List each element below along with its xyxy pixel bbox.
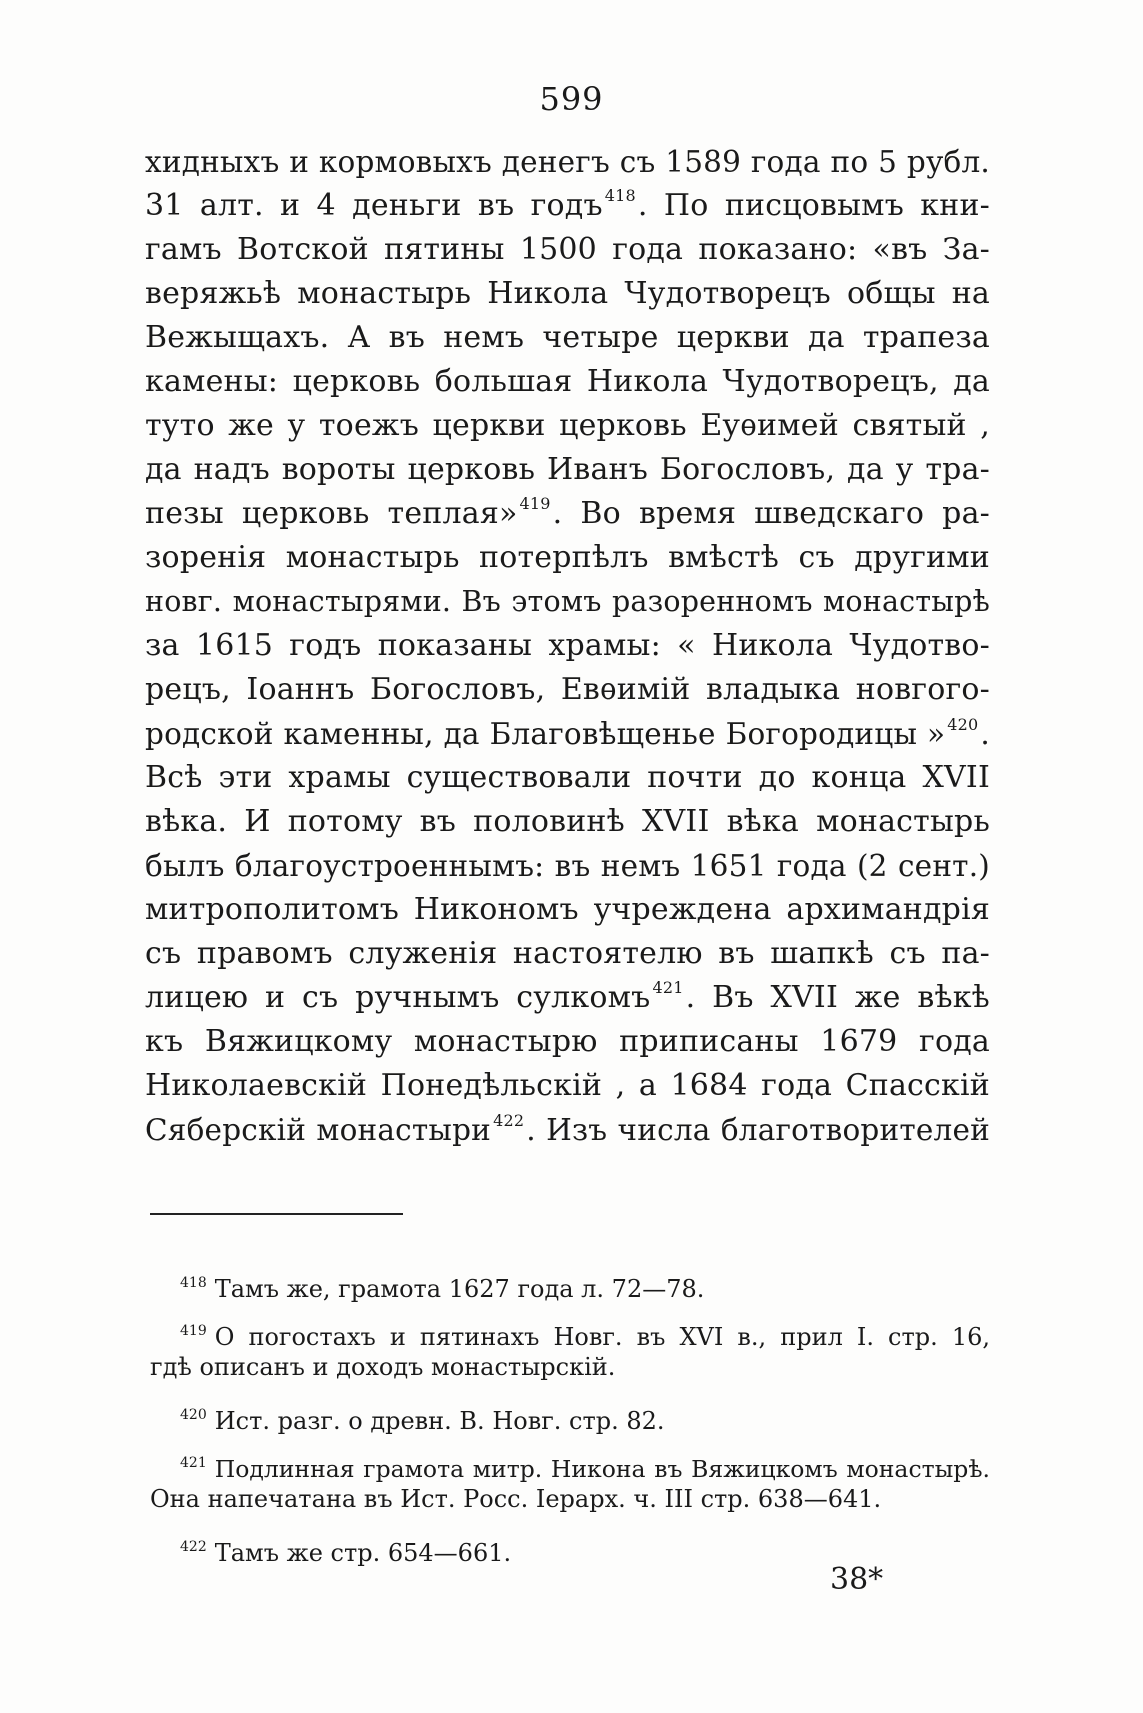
- text-line-content: Сяберскій монастыри: [145, 1113, 492, 1147]
- text-line: [145, 1108, 990, 1152]
- text-line-content: съ правомъ служенія настоятелю въ шапкѣ съ па-: [145, 936, 990, 971]
- footnote: [150, 1529, 990, 1565]
- text-line: [145, 800, 990, 844]
- text-line-content: вѣка. И потому въ половинѣ XVII вѣка монастырь: [145, 804, 990, 839]
- footnote-reference: 420: [947, 715, 979, 734]
- text-line: [145, 316, 990, 360]
- footnote-text: О погостахъ и пятинахъ Новг. въ XVI в., прил I. стр. 16,: [214, 1323, 990, 1351]
- text-line-content: лицею и съ ручнымъ сулкомъ: [145, 980, 651, 1015]
- footnote-number: 422: [180, 1539, 207, 1555]
- footnote-reference: 418: [604, 186, 636, 205]
- text-line-content: Всѣ эти храмы существовали почти до конца XVII: [145, 760, 990, 795]
- text-line-content: зоренія монастырь потерпѣлъ вмѣстѣ съ другими: [145, 540, 990, 575]
- text-line-content: гамъ Вотской пятины 1500 года показано: «въ За-: [145, 232, 990, 267]
- footnote-line: [150, 1481, 990, 1517]
- footnote-number: 418: [180, 1275, 207, 1291]
- text-line: [145, 1064, 990, 1108]
- text-line: [145, 756, 990, 800]
- footnote-number: 420: [180, 1407, 207, 1423]
- text-line: [145, 536, 990, 580]
- footnotes: [150, 1265, 990, 1577]
- footnote: [150, 1397, 990, 1433]
- footnote-text: Она напечатана въ Ист. Росс. Іерарх. ч. III стр. 638—641.: [150, 1485, 882, 1513]
- text-line-content: да надъ вороты церковь Иванъ Богословъ, да у тра-: [145, 452, 990, 487]
- text-line-continuation: .: [980, 717, 990, 751]
- text-line: [145, 404, 990, 448]
- footnote-text: гдѣ описанъ и доходъ монастырскій.: [150, 1353, 616, 1381]
- footnote: [150, 1445, 990, 1517]
- text-line: [145, 844, 990, 888]
- text-line: [145, 272, 990, 316]
- page-number: 599: [539, 80, 604, 118]
- main-text: [145, 140, 990, 1152]
- footnote: [150, 1265, 990, 1301]
- text-line: [145, 712, 990, 756]
- text-line: [145, 668, 990, 712]
- footnote-separator: [150, 1213, 403, 1215]
- text-line-continuation: . Въ XVII же вѣкѣ: [685, 980, 990, 1015]
- footnote-line: [150, 1313, 990, 1349]
- footnote-line: [150, 1529, 990, 1565]
- text-line: [145, 360, 990, 404]
- text-line: [145, 184, 990, 228]
- footnote-text: Подлинная грамота митр. Никона въ Вяжицкомъ монастырѣ.: [214, 1455, 990, 1483]
- footnote: [150, 1313, 990, 1385]
- text-line: [145, 448, 990, 492]
- text-line: [145, 1020, 990, 1064]
- footnote-line: [150, 1445, 990, 1481]
- text-line: [145, 624, 990, 668]
- text-line-content: къ Вяжицкому монастырю приписаны 1679 года: [145, 1024, 990, 1059]
- text-line-content: митрополитомъ Никономъ учреждена архимандрія: [145, 892, 990, 927]
- footnote-line: [150, 1265, 990, 1301]
- text-line-content: хидныхъ и кормовыхъ денегъ съ 1589 года по 5 рубл.: [145, 145, 990, 179]
- text-line-continuation: . По писцовымъ кни-: [637, 188, 990, 223]
- text-line: [145, 228, 990, 272]
- text-line-content: камены: церковь большая Никола Чудотворецъ, да: [145, 364, 990, 399]
- footnote-line: [150, 1397, 990, 1433]
- text-line-content: туто же у тоежъ церкви церковь Еуѳимей святый ,: [145, 408, 990, 443]
- text-line-content: веряжьѣ монастырь Никола Чудотворецъ общы на: [145, 276, 990, 311]
- footnote-text: Тамъ же, грамота 1627 года л. 72—78.: [214, 1275, 705, 1303]
- footnote-reference: 419: [519, 494, 551, 513]
- footnote-number: 419: [180, 1323, 207, 1339]
- footnote-reference: 422: [493, 1111, 525, 1130]
- signature-mark: 38*: [830, 1562, 884, 1597]
- text-line-content: за 1615 годъ показаны храмы: « Никола Чудотво-: [145, 628, 990, 663]
- text-line: [145, 888, 990, 932]
- text-line: [145, 580, 990, 624]
- text-line-content: 31 алт. и 4 деньги въ годъ: [145, 188, 603, 223]
- text-line-content: былъ благоустроеннымъ: въ немъ 1651 года (2 сент.): [145, 849, 990, 883]
- text-line-content: родской каменны, да Благовѣщенье Богородицы »: [145, 717, 946, 751]
- footnote-text: Тамъ же стр. 654—661.: [214, 1539, 512, 1567]
- footnote-text: Ист. разг. о древн. В. Новг. стр. 82.: [214, 1407, 665, 1435]
- text-line: [145, 932, 990, 976]
- text-line-content: новг. монастырями. Въ этомъ разоренномъ монастырѣ: [145, 585, 990, 618]
- footnote-number: 421: [180, 1455, 207, 1471]
- text-line-content: Николаевскій Понедѣльскій , а 1684 года Спасскій: [145, 1068, 990, 1103]
- footnote-reference: 421: [652, 978, 684, 997]
- text-line-content: рецъ, Іоаннъ Богословъ, Евѳимій владыка новгого-: [145, 672, 990, 707]
- text-line: [145, 140, 990, 184]
- text-line: [145, 492, 990, 536]
- text-line: [145, 976, 990, 1020]
- text-line-content: пезы церковь теплая»: [145, 496, 518, 531]
- text-line-continuation: . Во время шведскаго ра-: [552, 496, 990, 531]
- text-line-content: Вежыщахъ. А въ немъ четыре церкви да трапеза: [145, 320, 990, 355]
- text-line-continuation: . Изъ числа благотворителей: [526, 1113, 991, 1147]
- footnote-line: [150, 1349, 990, 1385]
